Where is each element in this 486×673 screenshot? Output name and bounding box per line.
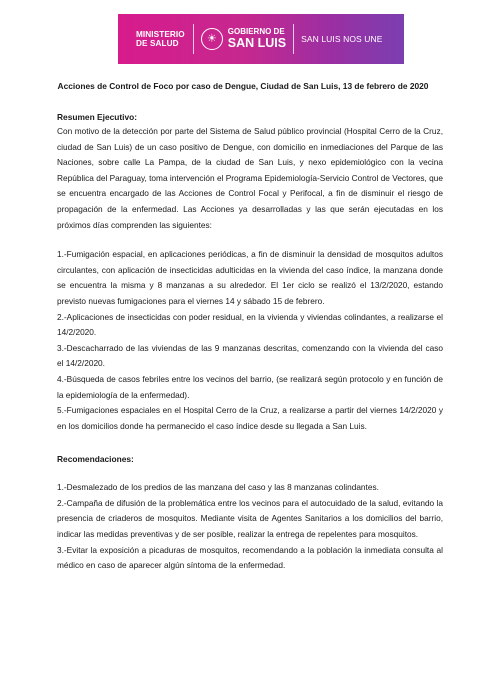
resumen-item: 4.-Búsqueda de casos febriles entre los vecinos del barrio, (se realizará según protocolo y en función de la epidemiología de la enfermedad). xyxy=(57,373,443,400)
resumen-item: 5.-Fumigaciones espaciales en el Hospital Cerro de la Cruz, a realizarse a partir del viernes 14/2/2020 y en los domicilios donde ha permanecido el caso índice desde su llegada a San Luis. xyxy=(57,405,443,431)
recomendacion-item: 2.-Campaña de difusión de la problemática entre los vecinos para el autocuidado de la salud, evitando la presencia de criaderos de mosquitos. Mediante visita de Agentes Sanitarios a los domicilios del barrio, indicar las medidas preventivas y de ser posible, realizar la entrega de repelentes para mosquitos. xyxy=(57,497,443,540)
banner-slogan: SAN LUIS NOS UNE xyxy=(301,34,383,44)
resumen-heading: Resumen Ejecutivo: xyxy=(57,112,138,122)
recomendaciones-heading: Recomendaciones: xyxy=(57,454,134,465)
ministerio-line2: DE SALUD xyxy=(136,39,179,48)
banner-divider xyxy=(193,24,194,54)
ministerio-logo xyxy=(136,30,185,49)
resumen-item: 3.-Descacharrado de las viviendas de las 9 manzanas descritas, comenzando con la vivienda del caso el 14/2/2020. xyxy=(57,342,443,369)
gobierno-logo xyxy=(228,28,286,50)
resumen-intro: Con motivo de la detección por parte del Sistema de Salud público provincial (Hospital Cerro de la Cruz, ciudad de San Luis) de un caso positivo de Dengue, con domicilio en inmediaciones del Parque de las Naciones, sobre calle La Pampa, de la ciudad de San Luis, y nexo epidemiológico con la vecina República del Paraguay, toma intervención el Programa Epidemiología-Servicio Control de Vectores, que se encuentra encargado de las Acciones de Control Focal y Perifocal, a fin de disminuir el riesgo de propagación de la enfermedad. Las Acciones ya desarrolladas y las que serán ejecutadas en los próximos días comprenden las siguientes: xyxy=(57,126,443,230)
recomendacion-item: 1.-Desmalezado de los predios de las manzana del caso y las 8 manzanas colindantes. xyxy=(57,482,379,493)
resumen-item: 1.-Fumigación espacial, en aplicaciones periódicas, a fin de disminuir la densidad de mosquitos adultos circulantes, con aplicación de insecticidas adulticidas en la vivienda del caso índice, la manzana donde se encuentra la misma y 8 manzanas a su alrededor. El 1er ciclo se realizó el 13/2/2020, estando previsto nuevas fumigaciones para el viernes 14 y sábado 15 de febrero. xyxy=(57,249,443,306)
banner-divider xyxy=(293,24,294,54)
recomendacion-item: 3.-Evitar la exposición a picaduras de mosquitos, recomendando a la población la inmediata consulta al médico en caso de aparecer algún síntoma de la enfermedad. xyxy=(57,544,443,571)
resumen-item: 2.-Aplicaciones de insecticidas con poder residual, en la vivienda y viviendas colindantes, a realizarse el 14/2/2020. xyxy=(57,311,443,338)
province-seal-icon: ☀ xyxy=(201,28,223,50)
ministerio-line1: MINISTERIO xyxy=(136,29,185,39)
spacer xyxy=(57,434,443,452)
header-banner xyxy=(118,14,404,64)
gobierno-line1: GOBIERNO DE xyxy=(227,27,285,37)
document-body xyxy=(57,110,443,574)
spacer xyxy=(57,466,443,480)
spacer xyxy=(57,233,443,247)
document-title: Acciones de Control de Foco por caso de Dengue, Ciudad de San Luis, 13 de febrero de 2020 xyxy=(57,81,429,91)
gobierno-line2: SAN LUIS xyxy=(227,36,287,51)
